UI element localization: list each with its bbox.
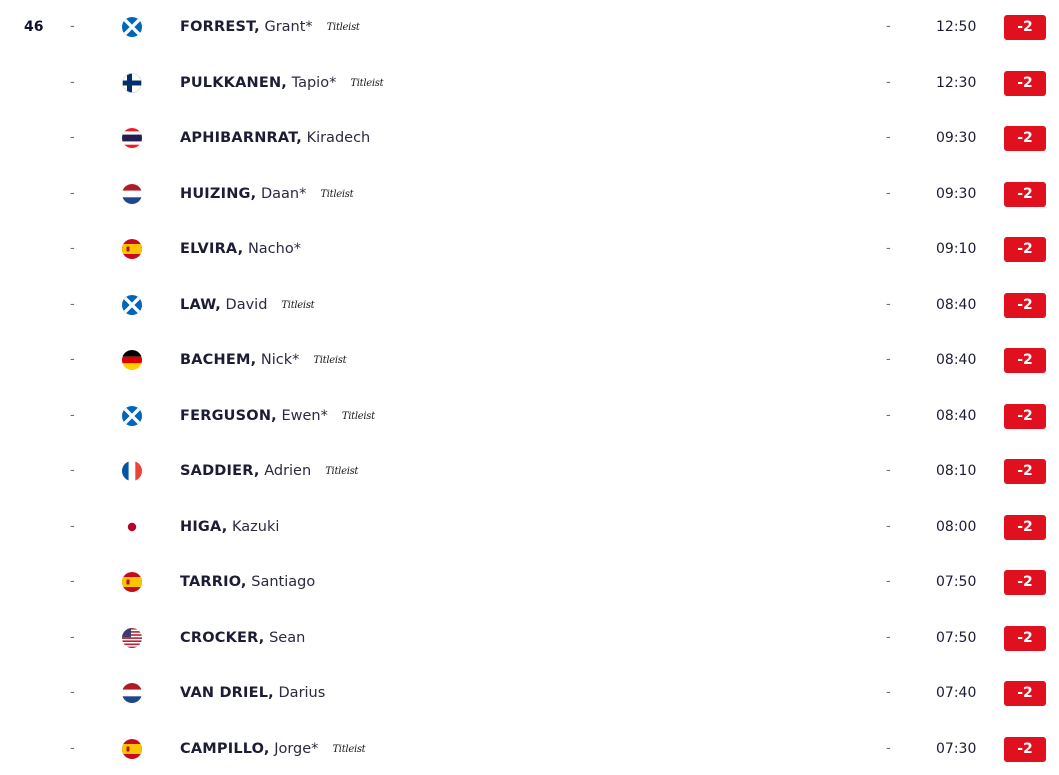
tee-time: 08:40 <box>936 296 977 313</box>
player-row[interactable] <box>0 729 1059 769</box>
player-name[interactable] <box>180 729 365 769</box>
player-given-name: Nacho* <box>247 241 301 257</box>
netherlands-flag-icon <box>122 683 142 703</box>
player-given-name: Tapio* <box>291 74 337 91</box>
scotland-flag-icon <box>122 406 142 426</box>
position-movement: - <box>70 574 75 589</box>
player-given-name: David <box>225 296 268 313</box>
thru-value: - <box>886 19 891 34</box>
score-badge: -2 <box>1004 15 1046 40</box>
player-name[interactable] <box>180 396 375 436</box>
score-badge: -2 <box>1004 126 1046 151</box>
thailand-flag-icon <box>122 128 142 148</box>
finland-flag-icon <box>122 73 142 93</box>
thru-value: - <box>886 407 891 423</box>
scotland-flag-icon <box>122 17 142 37</box>
position-movement: - <box>70 185 75 201</box>
titleist-logo-icon: Titleist <box>332 743 366 755</box>
player-name[interactable] <box>180 63 383 103</box>
thru-value: - <box>886 463 891 478</box>
position-movement: - <box>70 241 75 256</box>
netherlands-flag-icon <box>122 184 142 204</box>
titleist-logo-icon: Titleist <box>326 22 360 33</box>
player-surname: CROCKER, <box>180 629 265 646</box>
score-badge: -2 <box>1004 404 1046 429</box>
position-movement: - <box>70 407 75 423</box>
thru-value: - <box>886 241 891 256</box>
thru-value: - <box>886 296 891 312</box>
germany-flag-icon <box>122 350 142 370</box>
player-surname: HIGA, <box>180 518 228 535</box>
player-surname: CAMPILLO, <box>180 740 270 757</box>
titleist-logo-icon: Titleist <box>325 466 359 477</box>
player-name[interactable] <box>180 118 370 158</box>
player-given-name: Grant* <box>264 19 313 35</box>
player-surname: VAN DRIEL, <box>180 685 274 701</box>
player-given-name: Jorge* <box>274 740 319 757</box>
titleist-logo-icon: Titleist <box>313 355 347 366</box>
player-name[interactable] <box>180 340 346 380</box>
titleist-logo-icon: Titleist <box>350 77 384 89</box>
titleist-logo-icon: Titleist <box>341 410 375 422</box>
player-surname: APHIBARNRAT, <box>180 130 302 146</box>
player-row[interactable] <box>0 229 1059 269</box>
position-movement: - <box>70 19 75 34</box>
player-surname: ELVIRA, <box>180 241 244 257</box>
player-surname: LAW, <box>180 296 221 313</box>
player-row[interactable] <box>0 396 1059 436</box>
thru-value: - <box>886 518 891 534</box>
tee-time: 08:10 <box>936 463 977 479</box>
usa-flag-icon <box>122 628 142 648</box>
player-name[interactable] <box>180 174 353 214</box>
player-surname: SADDIER, <box>180 463 260 479</box>
player-given-name: Adrien <box>264 463 312 479</box>
thru-value: - <box>886 740 891 756</box>
tee-time: 07:40 <box>936 685 977 701</box>
score-badge: -2 <box>1004 237 1046 262</box>
player-row[interactable] <box>0 7 1059 47</box>
tee-time: 07:50 <box>936 629 977 646</box>
position-movement: - <box>70 74 75 90</box>
position-movement: - <box>70 296 75 312</box>
score-badge: -2 <box>1004 293 1046 318</box>
player-name[interactable] <box>180 562 315 602</box>
player-surname: TARRIO, <box>180 574 247 590</box>
score-badge: -2 <box>1004 737 1046 762</box>
tee-time: 09:30 <box>936 130 977 146</box>
tee-time: 09:30 <box>936 185 977 202</box>
position-movement: - <box>70 629 75 645</box>
thru-value: - <box>886 185 891 201</box>
spain-flag-icon <box>122 239 142 259</box>
player-row[interactable] <box>0 451 1059 491</box>
japan-flag-icon <box>122 517 142 537</box>
tee-time: 07:50 <box>936 574 977 590</box>
tee-time: 08:40 <box>936 407 977 424</box>
player-surname: HUIZING, <box>180 185 257 202</box>
player-row[interactable] <box>0 63 1059 103</box>
score-badge: -2 <box>1004 570 1046 595</box>
player-name[interactable] <box>180 285 314 325</box>
tee-time: 08:00 <box>936 518 977 535</box>
thru-value: - <box>886 629 891 645</box>
spain-flag-icon <box>122 572 142 592</box>
player-row[interactable] <box>0 507 1059 547</box>
tee-time: 12:30 <box>936 74 977 91</box>
player-given-name: Nick* <box>260 352 300 368</box>
thru-value: - <box>886 74 891 90</box>
position-movement: - <box>70 130 75 145</box>
thru-value: - <box>886 574 891 589</box>
position: 46 <box>24 19 44 35</box>
spain-flag-icon <box>122 739 142 759</box>
position-movement: - <box>70 518 75 534</box>
tee-time: 12:50 <box>936 19 977 35</box>
player-surname: FERGUSON, <box>180 407 277 424</box>
player-row[interactable] <box>0 340 1059 380</box>
player-row[interactable] <box>0 618 1059 658</box>
score-badge: -2 <box>1004 348 1046 373</box>
player-row[interactable] <box>0 562 1059 602</box>
player-row[interactable] <box>0 174 1059 214</box>
scotland-flag-icon <box>122 295 142 315</box>
score-badge: -2 <box>1004 182 1046 207</box>
player-row[interactable] <box>0 673 1059 713</box>
position-movement: - <box>70 685 75 700</box>
france-flag-icon <box>122 461 142 481</box>
player-given-name: Kiradech <box>306 130 371 146</box>
player-name[interactable] <box>180 673 325 713</box>
player-name[interactable] <box>180 618 305 658</box>
position-movement: - <box>70 352 75 367</box>
tee-time: 07:30 <box>936 740 977 757</box>
titleist-logo-icon: Titleist <box>320 188 354 200</box>
player-row[interactable] <box>0 285 1059 325</box>
position-movement: - <box>70 740 75 756</box>
titleist-logo-icon: Titleist <box>281 299 315 311</box>
player-name[interactable] <box>180 229 301 269</box>
score-badge: -2 <box>1004 459 1046 484</box>
score-badge: -2 <box>1004 681 1046 706</box>
score-badge: -2 <box>1004 71 1046 96</box>
thru-value: - <box>886 130 891 145</box>
player-name[interactable] <box>180 507 279 547</box>
thru-value: - <box>886 685 891 700</box>
player-name[interactable] <box>180 451 358 491</box>
player-surname: FORREST, <box>180 19 260 35</box>
player-surname: PULKKANEN, <box>180 74 288 91</box>
tee-time: 09:10 <box>936 241 977 257</box>
thru-value: - <box>886 352 891 367</box>
score-badge: -2 <box>1004 626 1046 651</box>
player-given-name: Darius <box>278 685 326 701</box>
player-given-name: Daan* <box>260 185 307 202</box>
player-given-name: Santiago <box>251 574 316 590</box>
player-given-name: Sean <box>269 629 306 646</box>
tee-time: 08:40 <box>936 352 977 368</box>
player-surname: BACHEM, <box>180 352 257 368</box>
player-row[interactable] <box>0 118 1059 158</box>
player-name[interactable] <box>180 7 360 47</box>
score-badge: -2 <box>1004 515 1046 540</box>
position-movement: - <box>70 463 75 478</box>
player-given-name: Ewen* <box>281 407 328 424</box>
player-given-name: Kazuki <box>232 518 280 535</box>
